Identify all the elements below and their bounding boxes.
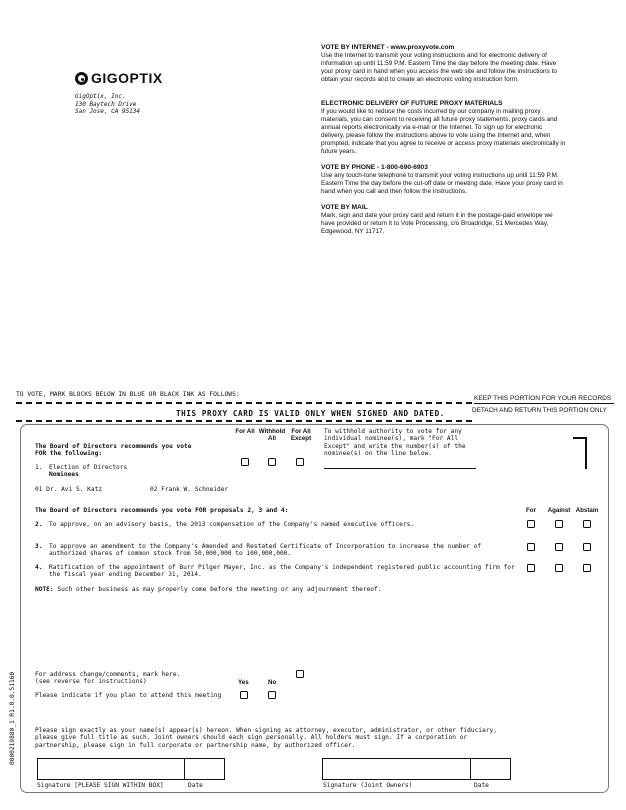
attend-no-label: No: [268, 679, 277, 686]
joint-signature-box[interactable]: [322, 758, 471, 780]
vote-phone-body: Use any touch-tone telephone to transmit your voting instructions up until 11:59 P.M. Eastern Time the day before the cut-off date or meeting date. Have your proxy card in hand when you call and then follow the instructions.: [321, 172, 563, 195]
joint-date-box[interactable]: [470, 758, 511, 780]
keep-portion-label: KEEP THIS PORTION FOR YOUR RECORDS: [474, 395, 612, 402]
logo-mark-icon: [75, 72, 88, 85]
sign-instructions: Please sign exactly as your name(s) appear(s) hereon. When signing as attorney, executor, administrator, or other fiduciary, please give full title as such. Joint owners should each sign personally. All holders must sign. If a corporation or partnership, please sign in full corporate or partnership name, by authorized officer.: [35, 727, 497, 749]
proposal-4-text: Ratification of the appointment of Burr Pilger Mayer, Inc. as the Company's independent registered public accounting firm for the fiscal year ending December 31, 2014.: [49, 564, 515, 579]
joint-date-label: Date: [474, 782, 489, 789]
vote-mail-title: VOTE BY MAIL: [321, 204, 368, 211]
proposal-3-number: 3.: [35, 543, 43, 550]
proposal-3-text: To approve an amendment to the Company's Amended and Restated Certificate of Incorporation to increase the number of authorized shares of common stock from 50,000,000 to 100,000,000.: [49, 543, 482, 558]
proposal-4-against-checkbox[interactable]: [555, 564, 563, 572]
vote-phone-section: [321, 164, 566, 196]
proposal-2-for-checkbox[interactable]: [527, 520, 535, 528]
side-control-code: 0000219880_1 R1.0.0.51160: [9, 671, 16, 765]
proposal-3-abstain-checkbox[interactable]: [583, 543, 591, 551]
logo-text: GIGOPTIX: [91, 70, 163, 86]
keep-portion-rule: [474, 403, 614, 404]
proposal-2-number: 2.: [35, 521, 43, 528]
vote-phone-title: VOTE BY PHONE - 1-800-690-6903: [321, 164, 428, 171]
tear-line-bottom: [16, 420, 472, 422]
signature-box[interactable]: [37, 758, 185, 780]
proposal-4-number: 4.: [35, 564, 43, 571]
withhold-instruction: To withhold authority to vote for any individual nominee(s), mark "For All Except" and write the number(s) of the nominee(s) on the line below.: [324, 428, 466, 457]
date-box[interactable]: [184, 758, 225, 780]
date-label: Date: [188, 782, 203, 789]
attend-meeting-label: Please indicate if you plan to attend this meeting: [35, 692, 222, 699]
col-for-all: For All: [235, 428, 255, 435]
nominees-label: Nominees: [49, 471, 79, 478]
company-name: GigOptix, Inc.: [75, 93, 126, 100]
company-city: San Jose, CA 95134: [75, 108, 141, 115]
attend-yes-label: Yes: [238, 679, 249, 686]
proposal-2-against-checkbox[interactable]: [555, 520, 563, 528]
attend-yes-checkbox[interactable]: [240, 691, 248, 699]
nominee-01: 01 Dr. Avi S. Katz: [35, 486, 103, 493]
election-title: Election of Directors: [49, 464, 128, 471]
attend-no-checkbox[interactable]: [268, 691, 276, 699]
col-for: For: [526, 507, 536, 514]
col-withhold-all: Withhold All: [258, 428, 286, 443]
company-logo: [75, 70, 163, 86]
valid-notice: THIS PROXY CARD IS VALID ONLY WHEN SIGNED AND DATED.: [176, 409, 445, 418]
vote-internet-section: [321, 44, 566, 84]
nominee-exception-line[interactable]: [324, 468, 476, 469]
directors-recommendation: The Board of Directors recommends you vote FOR the following:: [35, 443, 192, 458]
electronic-delivery-title: ELECTRONIC DELIVERY OF FUTURE PROXY MATERIALS: [321, 100, 503, 107]
address-change-line2: (see reverse for instructions): [35, 678, 147, 685]
proposal-4-for-checkbox[interactable]: [527, 564, 535, 572]
note-label: NOTE:: [35, 586, 54, 593]
note-text: Such other business as may properly come before the meeting or any adjournment thereof.: [57, 586, 382, 593]
proposals-recommendation: The Board of Directors recommends you vote FOR proposals 2, 3 and 4:: [35, 507, 289, 514]
electronic-delivery-body: If you would like to reduce the costs incurred by our company in mailing proxy materials, you can consent to receiving all future proxy statements, proxy cards and annual reports electronically via e-mail or the Internet. To sign up for electronic delivery, please follow the instructions above to vote using the Internet and, when prompted, indicate that you agree to receive or access proxy materials electronically in future years.: [321, 108, 566, 155]
vote-internet-body: Use the Internet to transmit your voting instructions and for electronic delivery of information up until 11:59 P.M. Eastern Time the day before the meeting date. Have your proxy card in hand when you access the web site and follow the instructions to obtain your records and to create an electronic voting instruction form.: [321, 52, 557, 83]
signature-label: Signature [PLEASE SIGN WITHIN BOX]: [37, 782, 164, 789]
proposal-2-text: To approve, on an advisory basis, the 2013 compensation of the Company's named executive officers.: [49, 521, 415, 528]
vote-mail-section: [321, 204, 566, 236]
ink-instruction: TO VOTE, MARK BLOCKS BELOW IN BLUE OR BLACK INK AS FOLLOWS:: [16, 391, 240, 398]
for-all-except-checkbox[interactable]: [296, 458, 304, 466]
item-1-number: 1.: [35, 464, 43, 471]
proposal-2-abstain-checkbox[interactable]: [583, 520, 591, 528]
company-street: 130 Baytech Drive: [75, 100, 137, 108]
vote-mail-body: Mark, sign and date your proxy card and return it in the postage-paid envelope we have provided or return it to Vote Processing, c/o Broadridge, 51 Mercedes Way, Edgewood, NY 11717.: [321, 212, 553, 235]
proposal-4-abstain-checkbox[interactable]: [583, 564, 591, 572]
vote-internet-title: VOTE BY INTERNET - www.proxyvote.com: [321, 44, 455, 51]
proposal-3-for-checkbox[interactable]: [527, 543, 535, 551]
address-change-line1: For address change/comments, mark here.: [35, 671, 181, 678]
col-for-all-except: For All Except: [290, 428, 312, 443]
joint-signature-label: Signature (Joint Owners): [323, 782, 413, 789]
withhold-all-checkbox[interactable]: [268, 458, 276, 466]
for-all-checkbox[interactable]: [241, 458, 249, 466]
detach-portion-label: DETACH AND RETURN THIS PORTION ONLY: [472, 407, 607, 414]
col-abstain: Abstain: [575, 507, 599, 514]
electronic-delivery-section: [321, 100, 566, 156]
corner-mark: [573, 437, 587, 469]
proposal-3-against-checkbox[interactable]: [555, 543, 563, 551]
company-address: [75, 93, 140, 116]
col-against: Against: [547, 507, 571, 514]
nominee-02: 02 Frank W. Schneider: [150, 486, 229, 493]
tear-line-top: [16, 402, 472, 404]
proposals-note: [35, 586, 515, 593]
address-change-checkbox[interactable]: [296, 670, 304, 678]
